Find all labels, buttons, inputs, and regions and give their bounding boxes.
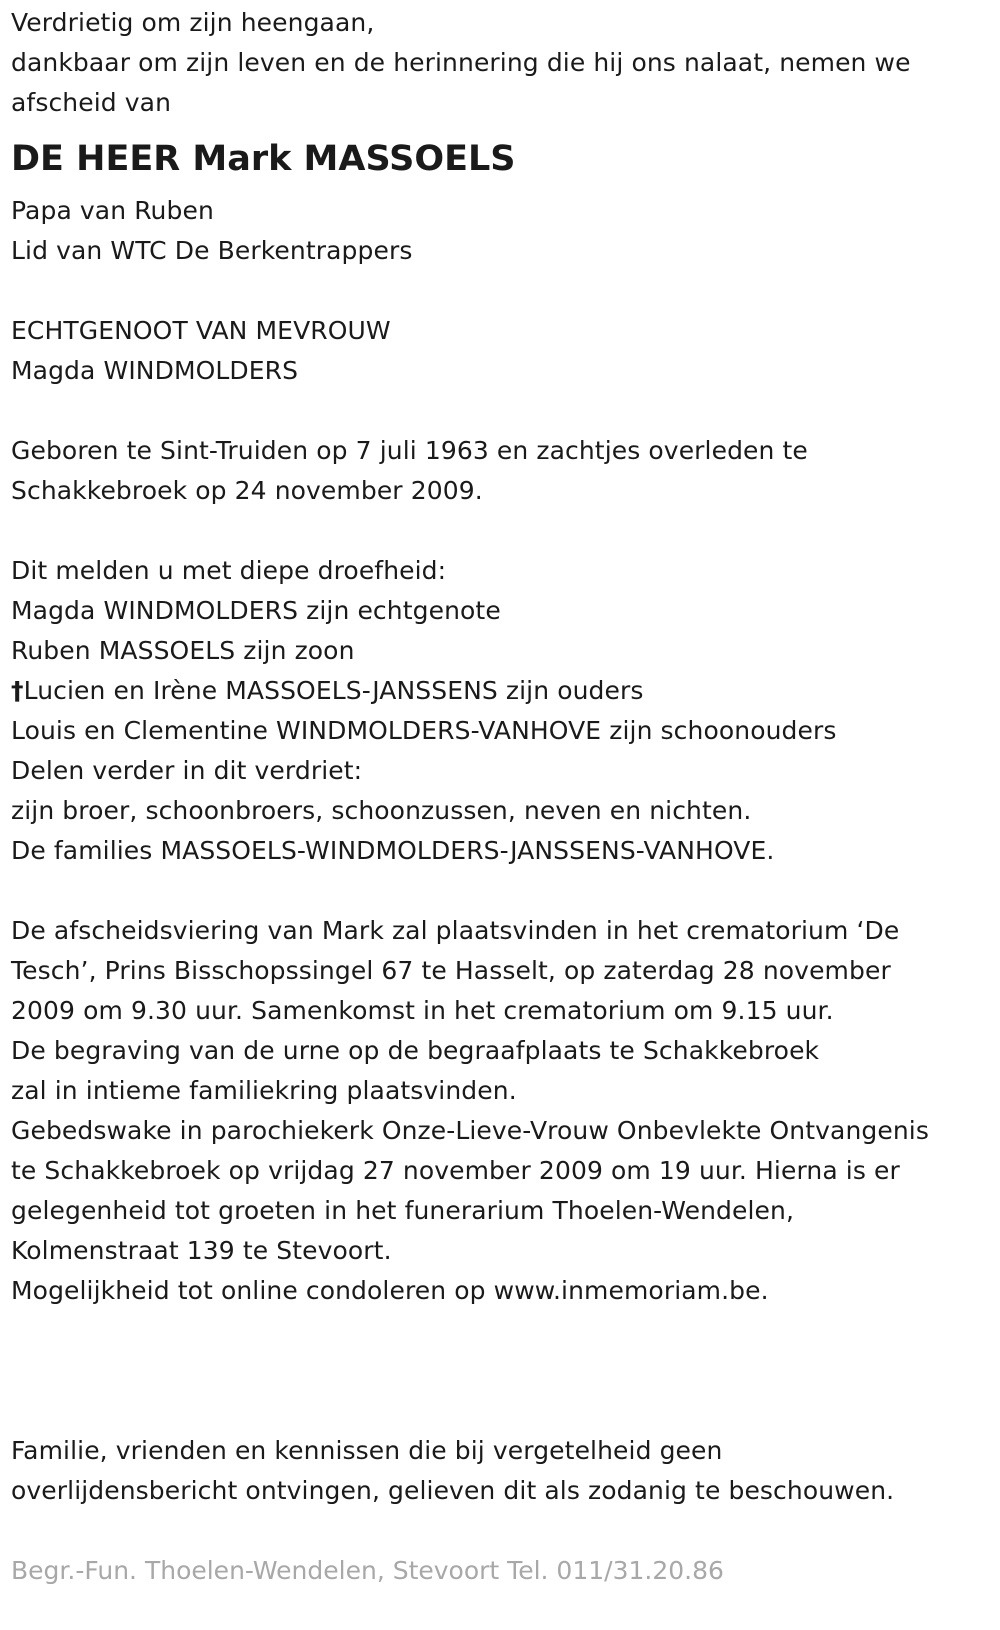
announcer-line: De families MASSOELS-WINDMOLDERS-JANSSENS-VANHOVE. xyxy=(11,836,775,865)
announcer-line: zijn broer, schoonbroers, schoonzussen, neven en nichten. xyxy=(11,796,752,825)
announcer-line-deceased-parents xyxy=(11,671,991,711)
ceremony-line: Mogelijkheid tot online condoleren op www.inmemoriam.be. xyxy=(11,1276,769,1305)
ceremony-line: te Schakkebroek op vrijdag 27 november 2009 om 19 uur. Hierna is er xyxy=(11,1156,900,1185)
intro-section xyxy=(11,3,991,123)
spouse-line: Magda WINDMOLDERS xyxy=(11,356,299,385)
birth-death-line: Geboren te Sint-Truiden op 7 juli 1963 en zachtjes overleden te xyxy=(11,436,808,465)
spacer xyxy=(11,871,991,911)
funeral-home-footer: Begr.-Fun. Thoelen-Wendelen, Stevoort Tel. 011/31.20.86 xyxy=(11,1556,724,1585)
ceremony-line: Kolmenstraat 139 te Stevoort. xyxy=(11,1236,392,1265)
ceremony-line: 2009 om 9.30 uur. Samenkomst in het crematorium om 9.15 uur. xyxy=(11,996,834,1025)
spouse-line: ECHTGENOOT VAN MEVROUW xyxy=(11,316,391,345)
intro-line: Verdrietig om zijn heengaan, xyxy=(11,8,375,37)
spacer xyxy=(11,1311,991,1431)
closing-section xyxy=(11,1431,991,1511)
intro-line: dankbaar om zijn leven en de herinnering die hij ons nalaat, nemen we xyxy=(11,48,911,77)
announcers-section xyxy=(11,551,991,871)
ceremony-line: Tesch’, Prins Bisschopssingel 67 te Hasselt, op zaterdag 28 november xyxy=(11,956,891,985)
spouse-section xyxy=(11,311,991,391)
roles-section xyxy=(11,191,991,271)
announcer-line: Delen verder in dit verdriet: xyxy=(11,756,363,785)
role-line: Lid van WTC De Berkentrappers xyxy=(11,236,413,265)
spacer xyxy=(11,1511,991,1551)
intro-line: afscheid van xyxy=(11,88,172,117)
ceremony-line: Gebedswake in parochiekerk Onze-Lieve-Vrouw Onbevlekte Ontvangenis xyxy=(11,1116,929,1145)
spacer xyxy=(11,511,991,551)
cross-icon: † xyxy=(11,676,24,705)
closing-line: overlijdensbericht ontvingen, gelieven dit als zodanig te beschouwen. xyxy=(11,1476,895,1505)
closing-line: Familie, vrienden en kennissen die bij vergetelheid geen xyxy=(11,1436,723,1465)
obituary-document xyxy=(11,0,991,1591)
ceremony-line: De begraving van de urne op de begraafplaats te Schakkebroek xyxy=(11,1036,820,1065)
birth-death-line: Schakkebroek op 24 november 2009. xyxy=(11,476,483,505)
ceremony-line: De afscheidsviering van Mark zal plaatsvinden in het crematorium ‘De xyxy=(11,916,900,945)
ceremony-section xyxy=(11,911,991,1311)
deceased-name: DE HEER Mark MASSOELS xyxy=(11,139,516,179)
spacer xyxy=(11,271,991,311)
announcer-line: Magda WINDMOLDERS zijn echtgenote xyxy=(11,596,501,625)
ceremony-line: zal in intieme familiekring plaatsvinden. xyxy=(11,1076,517,1105)
role-line: Papa van Ruben xyxy=(11,196,214,225)
birth-death-section xyxy=(11,431,991,511)
announcer-line: Ruben MASSOELS zijn zoon xyxy=(11,636,355,665)
parents-text: Lucien en Irène MASSOELS-JANSSENS zijn ouders xyxy=(23,676,644,705)
spacer xyxy=(11,391,991,431)
announcer-line: Louis en Clementine WINDMOLDERS-VANHOVE zijn schoonouders xyxy=(11,716,837,745)
ceremony-line: gelegenheid tot groeten in het funerarium Thoelen-Wendelen, xyxy=(11,1196,795,1225)
announcers-heading: Dit melden u met diepe droefheid: xyxy=(11,556,447,585)
